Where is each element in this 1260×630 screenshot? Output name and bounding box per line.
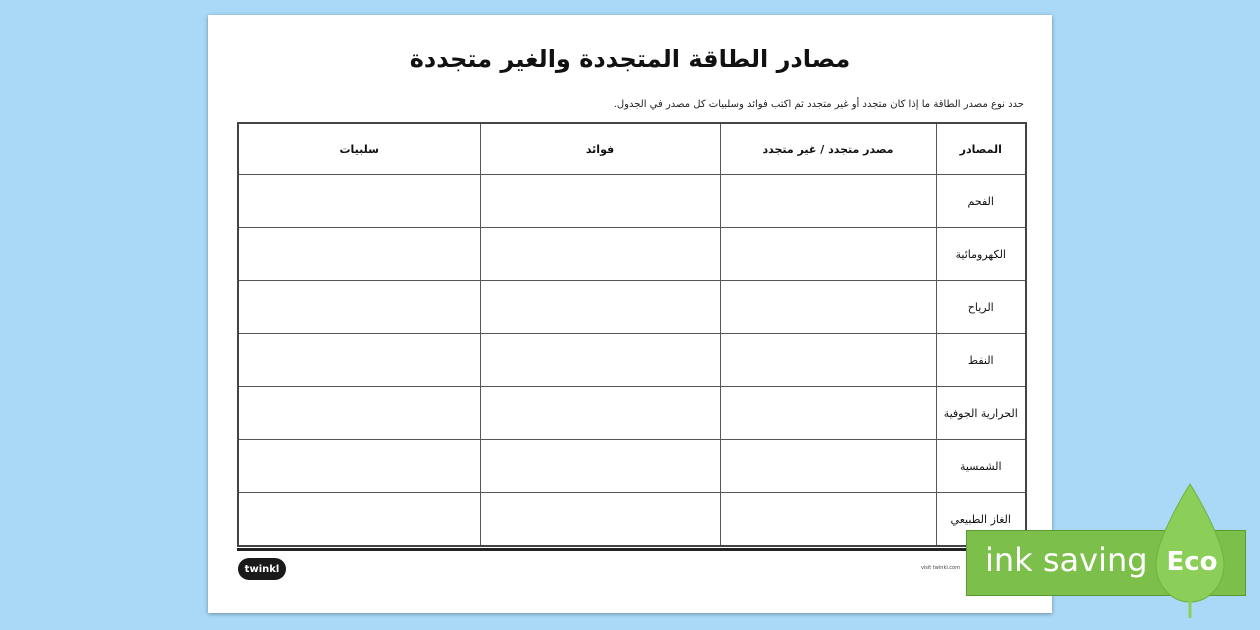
blank-cell (720, 175, 936, 228)
blank-cell (480, 228, 720, 281)
blank-cell (238, 228, 480, 281)
blank-cell (238, 281, 480, 334)
table-row (238, 334, 1026, 387)
footer-url: visit twinkl.com (920, 565, 960, 571)
worksheet-title: مصادر الطاقة المتجددة والغير متجددة (409, 45, 851, 73)
blank-cell (480, 334, 720, 387)
row-label: الشمسية (936, 440, 1026, 493)
table-row (238, 387, 1026, 440)
blank-cell (720, 387, 936, 440)
table-row (238, 228, 1026, 281)
header-drawbacks: سلبيات (238, 123, 480, 175)
row-label: الغاز الطبيعي (936, 493, 1026, 547)
blank-cell (238, 334, 480, 387)
table-row (238, 281, 1026, 334)
worksheet-page (208, 15, 1052, 613)
worksheet-instruction: حدد نوع مصدر الطاقة ما إذا كان متجدد أو غير متجدد ثم اكتب فوائد وسلبيات كل مصدر في الجدول. (613, 99, 1024, 110)
blank-cell (720, 440, 936, 493)
row-label: الفحم (936, 175, 1026, 228)
row-label: الرياح (936, 281, 1026, 334)
blank-cell (480, 387, 720, 440)
table-row (238, 440, 1026, 493)
energy-sources-table (237, 122, 1027, 547)
header-renewable-type: مصدر متجدد / غير متجدد (720, 123, 936, 175)
blank-cell (238, 440, 480, 493)
table-row (238, 493, 1026, 547)
blank-cell (720, 493, 936, 547)
blank-cell (480, 281, 720, 334)
header-benefits: فوائد (480, 123, 720, 175)
blank-cell (480, 493, 720, 547)
blank-cell (720, 334, 936, 387)
blank-cell (238, 175, 480, 228)
ink-saving-label: ink saving (985, 541, 1148, 579)
table-header-row (238, 123, 1026, 175)
eco-label: Eco (1166, 547, 1218, 577)
blank-cell (720, 228, 936, 281)
row-label: النفط (936, 334, 1026, 387)
blank-cell (238, 493, 480, 547)
blank-cell (238, 387, 480, 440)
blank-cell (480, 440, 720, 493)
row-label: الكهرومائية (936, 228, 1026, 281)
footer-divider (237, 548, 1025, 551)
row-label: الحرارية الجوفية (936, 387, 1026, 440)
blank-cell (480, 175, 720, 228)
header-sources: المصادر (936, 123, 1026, 175)
table-row (238, 175, 1026, 228)
twinkl-logo: twinkl (238, 558, 286, 580)
blank-cell (720, 281, 936, 334)
